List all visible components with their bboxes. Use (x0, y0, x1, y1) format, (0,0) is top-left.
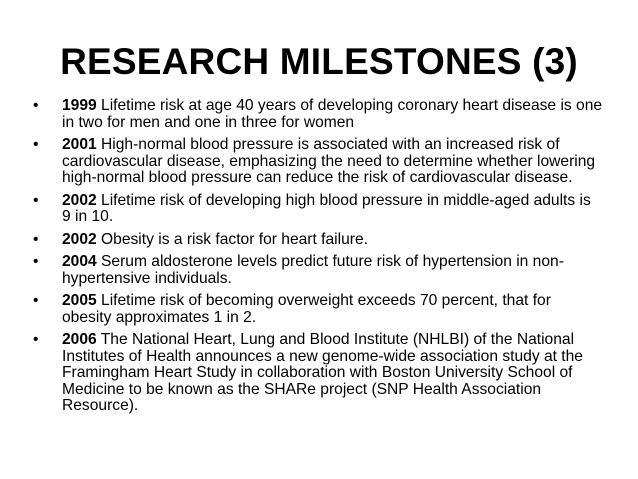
milestone-year: 2002 (62, 191, 97, 209)
milestone-item-2002-obesity (33, 232, 603, 249)
milestone-text: Obesity is a risk factor for heart failure. (96, 230, 368, 248)
milestone-item-1999 (33, 98, 603, 131)
bullet-icon: • (33, 230, 39, 248)
bullet-icon: • (33, 330, 39, 348)
slide-title: RESEARCH MILESTONES (3) (60, 41, 578, 82)
milestone-text: The National Heart, Lung and Blood Institute (NHLBI) of the National Institutes of Health announces a new genome-wide association study at the Framingham Heart Study in collaboration with Boston University School of Medicine to be known as the SHARe project (SNP Health Association Resource). (62, 330, 583, 415)
milestone-text: Lifetime risk of developing high blood pressure in middle-aged adults is 9 in 10. (62, 191, 591, 226)
milestone-item-2005 (33, 293, 603, 326)
milestone-year: 2002 (62, 230, 97, 248)
bullet-icon: • (33, 291, 39, 309)
milestone-item-2006 (33, 332, 603, 415)
bullet-icon: • (33, 252, 39, 270)
milestone-year: 2001 (62, 135, 97, 153)
milestone-year: 1999 (62, 97, 97, 114)
bullet-icon: • (33, 191, 39, 209)
milestone-list (33, 98, 603, 421)
bullet-icon: • (33, 135, 39, 153)
milestone-year: 2006 (62, 330, 97, 348)
milestone-text: Serum aldosterone levels predict future risk of hypertension in non-hypertensive individuals. (62, 252, 564, 287)
milestone-item-2002-hypertension (33, 193, 603, 226)
milestone-text: High-normal blood pressure is associated with an increased risk of cardiovascular disease, emphasizing the need to determine whether lowering high-normal blood pressure can reduce the risk of cardiovascular disease. (62, 135, 596, 187)
milestone-year: 2005 (62, 291, 97, 309)
milestone-text: Lifetime risk at age 40 years of developing coronary heart disease is one in two for men and one in three for women (62, 97, 603, 131)
milestone-year: 2004 (62, 252, 97, 270)
milestone-item-2001 (33, 137, 603, 187)
bullet-icon: • (33, 97, 39, 114)
milestone-item-2004 (33, 254, 603, 287)
milestone-text: Lifetime risk of becoming overweight exceeds 70 percent, that for obesity approximates 1 in 2. (62, 291, 551, 326)
